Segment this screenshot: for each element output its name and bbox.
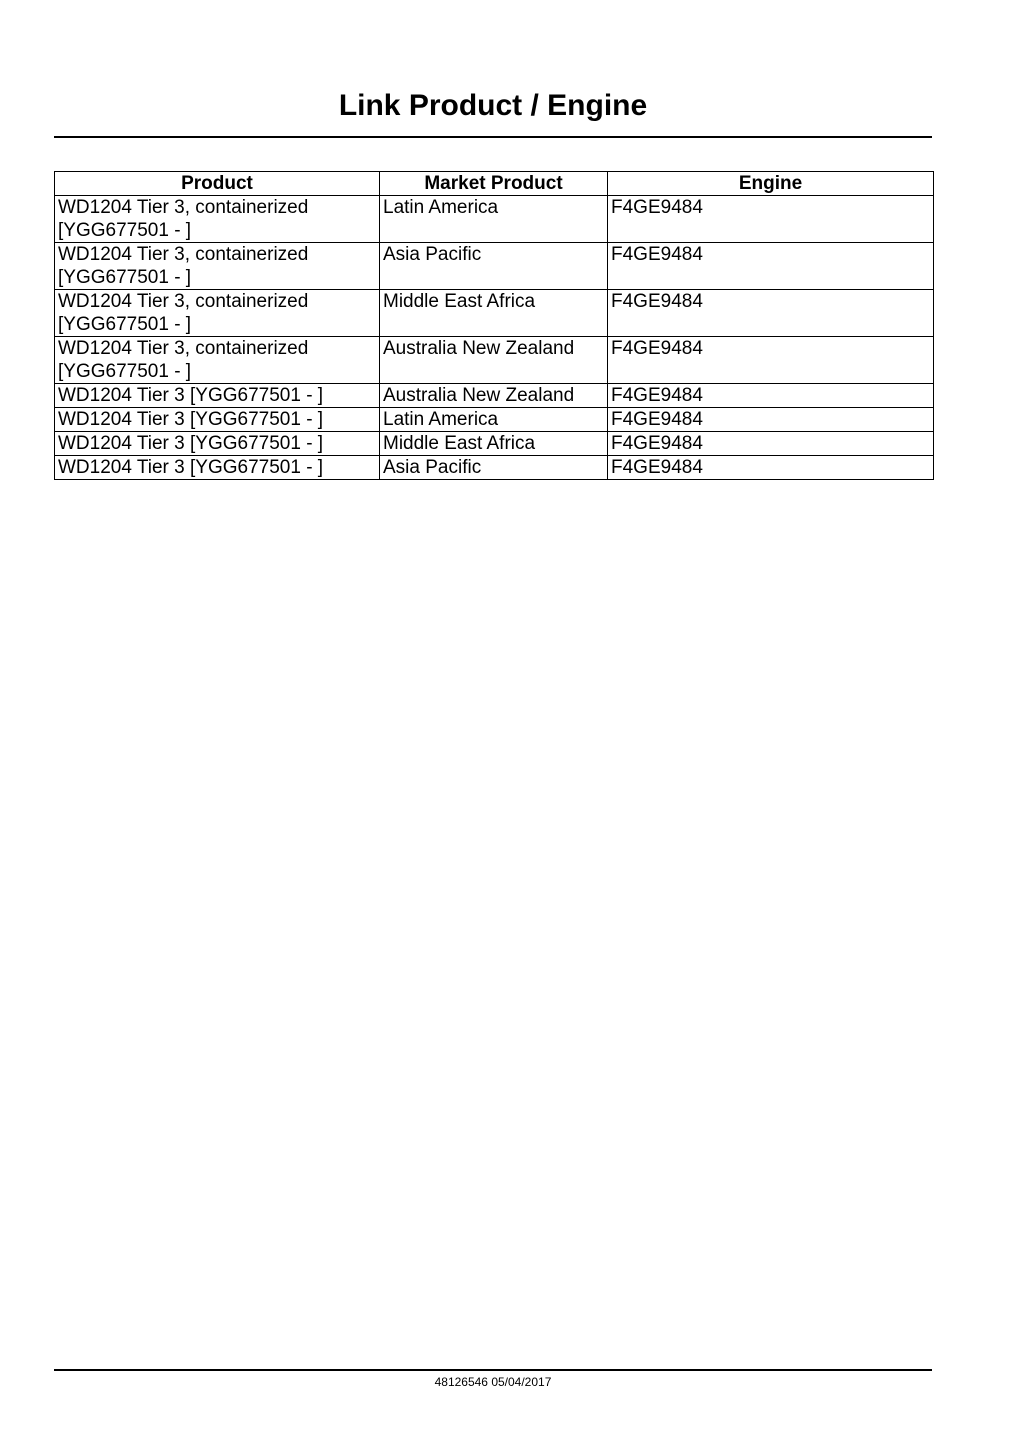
cell-market-product: Middle East Africa	[380, 290, 608, 337]
cell-market-product: Middle East Africa	[380, 432, 608, 456]
header-engine: Engine	[608, 172, 934, 196]
cell-product: WD1204 Tier 3 [YGG677501 - ]	[55, 384, 380, 408]
cell-engine: F4GE9484	[608, 290, 934, 337]
table-row	[55, 243, 934, 290]
table-row	[55, 432, 934, 456]
table-row	[55, 384, 934, 408]
header-market-product: Market Product	[380, 172, 608, 196]
table-row	[55, 408, 934, 432]
cell-market-product: Australia New Zealand	[380, 337, 608, 384]
cell-product: WD1204 Tier 3 [YGG677501 - ]	[55, 432, 380, 456]
cell-product: WD1204 Tier 3, containerized [YGG677501 - ]	[55, 290, 380, 337]
table-row	[55, 290, 934, 337]
cell-product: WD1204 Tier 3, containerized [YGG677501 - ]	[55, 196, 380, 243]
footer-divider	[54, 1369, 932, 1371]
cell-market-product: Latin America	[380, 196, 608, 243]
cell-product: WD1204 Tier 3 [YGG677501 - ]	[55, 456, 380, 480]
link-product-engine-table	[54, 171, 934, 480]
cell-product: WD1204 Tier 3, containerized [YGG677501 - ]	[55, 337, 380, 384]
cell-engine: F4GE9484	[608, 196, 934, 243]
title-divider	[54, 136, 932, 138]
cell-product: WD1204 Tier 3 [YGG677501 - ]	[55, 408, 380, 432]
cell-engine: F4GE9484	[608, 384, 934, 408]
table-row	[55, 196, 934, 243]
table-row	[55, 337, 934, 384]
cell-market-product: Australia New Zealand	[380, 384, 608, 408]
header-product: Product	[55, 172, 380, 196]
cell-engine: F4GE9484	[608, 337, 934, 384]
cell-market-product: Asia Pacific	[380, 456, 608, 480]
cell-market-product: Latin America	[380, 408, 608, 432]
page-title: Link Product / Engine	[338, 89, 648, 122]
table-header-row	[55, 172, 934, 196]
cell-market-product: Asia Pacific	[380, 243, 608, 290]
cell-engine: F4GE9484	[608, 243, 934, 290]
cell-engine: F4GE9484	[608, 432, 934, 456]
cell-product: WD1204 Tier 3, containerized [YGG677501 - ]	[55, 243, 380, 290]
footer-document-id-date: 48126546 05/04/2017	[434, 1375, 552, 1389]
cell-engine: F4GE9484	[608, 408, 934, 432]
table-row	[55, 456, 934, 480]
cell-engine: F4GE9484	[608, 456, 934, 480]
